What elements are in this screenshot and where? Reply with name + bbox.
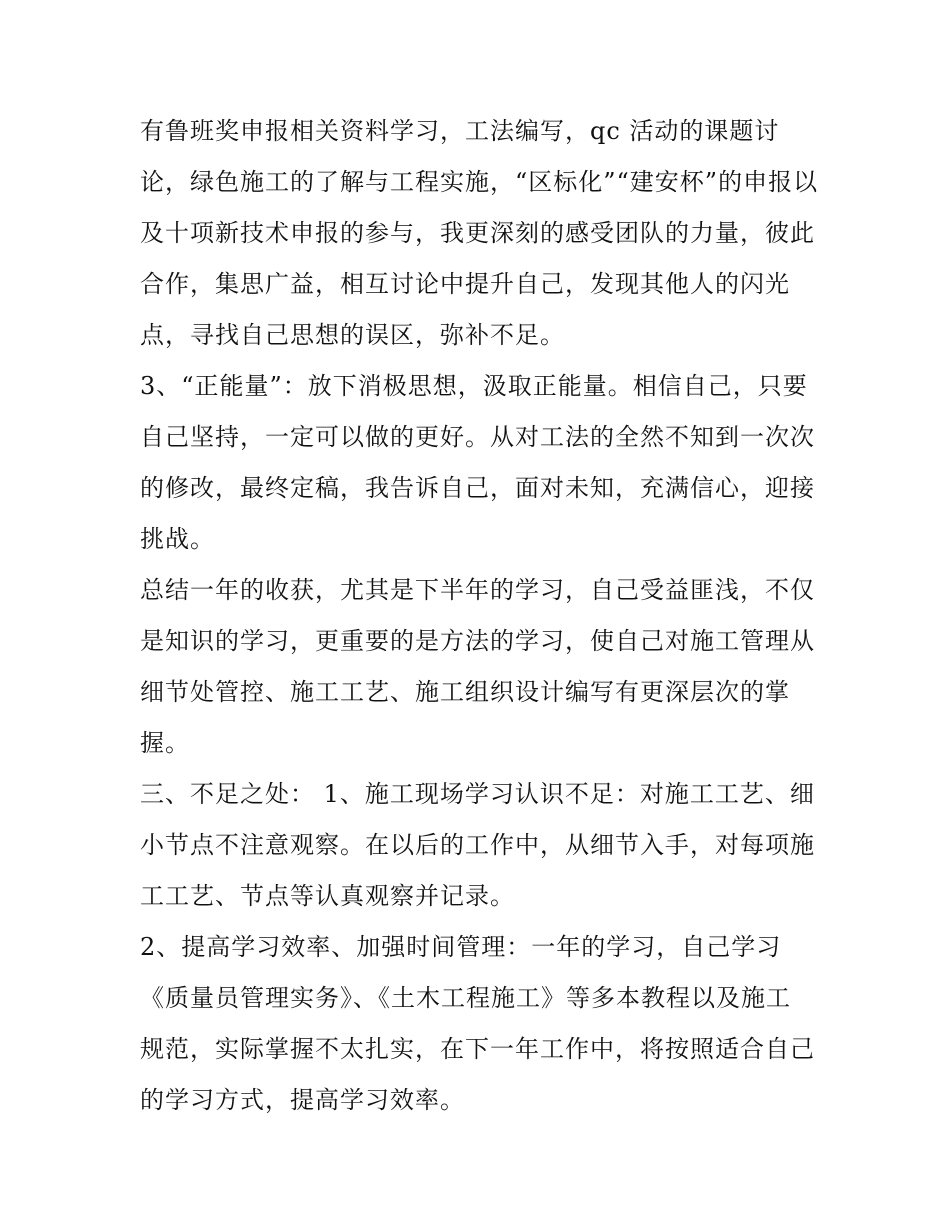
text-line: 挑战。 bbox=[140, 525, 215, 553]
text-line: 自己坚持，一定可以做的更好。从对工法的全然不知到一次次 bbox=[140, 423, 815, 451]
text-line: 及十项新技术申报的参与，我更深刻的感受团队的力量，彼此 bbox=[140, 219, 815, 247]
text-line: 有鲁班奖申报相关资料学习，工法编写，qc 活动的课题讨 bbox=[140, 117, 780, 145]
text-line: 工工艺、节点等认真观察并记录。 bbox=[140, 882, 515, 910]
text-line: 合作，集思广益，相互讨论中提升自己，发现其他人的闪光 bbox=[140, 270, 790, 298]
text-line: 总结一年的收获，尤其是下半年的学习，自己受益匪浅，不仅 bbox=[140, 576, 815, 604]
text-line: 3、“正能量”：放下消极思想，汲取正能量。相信自己，只要 bbox=[140, 372, 808, 400]
text-line: 的学习方式，提高学习效率。 bbox=[140, 1086, 465, 1114]
document-body bbox=[140, 106, 820, 1126]
text-line: 细节处管控、施工工艺、施工组织设计编写有更深层次的掌 bbox=[140, 678, 790, 706]
text-line: 点，寻找自己思想的误区，弥补不足。 bbox=[140, 321, 565, 349]
text-line: 小节点不注意观察。在以后的工作中，从细节入手，对每项施 bbox=[140, 831, 815, 859]
text-line: 《质量员管理实务》、《土木工程施工》等多本教程以及施工 bbox=[140, 984, 791, 1012]
text-line: 论，绿色施工的了解与工程实施，“区标化”“建安杯”的申报以 bbox=[140, 168, 819, 196]
text-line: 握。 bbox=[140, 729, 190, 757]
text-line: 规范，实际掌握不太扎实，在下一年工作中，将按照适合自己 bbox=[140, 1035, 815, 1063]
text-line: 2、提高学习效率、加强时间管理：一年的学习，自己学习 bbox=[140, 933, 782, 961]
text-line: 是知识的学习，更重要的是方法的学习，使自己对施工管理从 bbox=[140, 627, 815, 655]
text-line: 的修改，最终定稿，我告诉自己，面对未知，充满信心，迎接 bbox=[140, 474, 815, 502]
text-line: 三、不足之处： 1、施工现场学习认识不足：对施工工艺、细 bbox=[140, 780, 815, 808]
